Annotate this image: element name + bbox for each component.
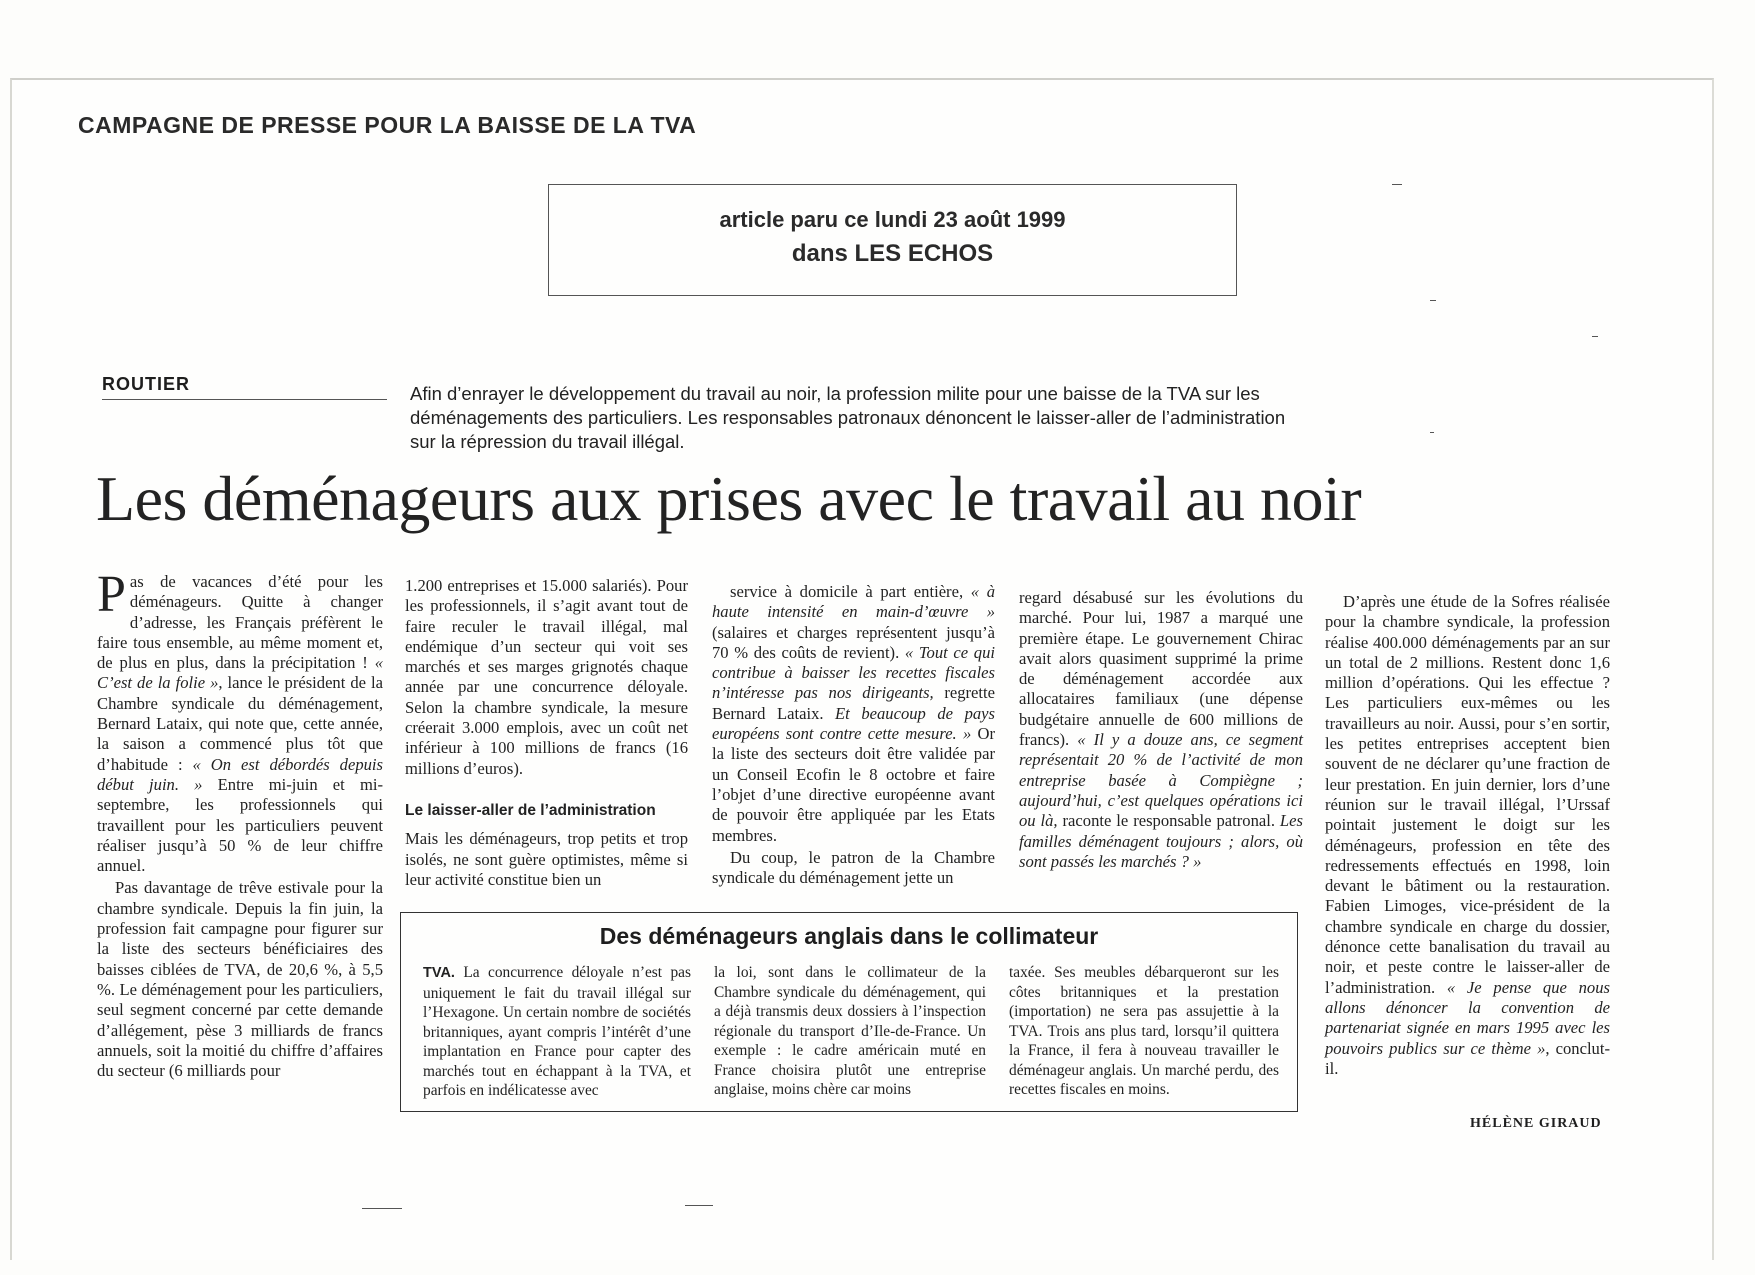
scan-speck bbox=[1392, 184, 1402, 185]
sidebar-column-3: taxée. Ses meubles débarqueront sur les côtes britanniques et la prestation (importation) ne sera pas assujettie à la TVA. Trois ans plus tard, lorsqu’il quittera la France, il fera à nouveau travailler le déménageur anglais. Un marché perdu, des recettes fiscales en moins. bbox=[1009, 964, 1279, 1098]
sidebar-title: Des déménageurs anglais dans le collimateur bbox=[599, 923, 1099, 949]
article-column-1 bbox=[97, 566, 383, 1083]
campaign-title: CAMPAGNE DE PRESSE POUR LA BAISSE DE LA TVA bbox=[78, 112, 697, 138]
scan-speck bbox=[1430, 432, 1434, 433]
sidebar-lead: TVA. bbox=[423, 965, 455, 981]
sidebar-column-2: la loi, sont dans le collimateur de la Chambre syndicale du déménagement, qui a déjà transmis deux dossiers à l’inspection régionale du transport d’Ile-de-France. Un exemple : le cadre américain muté en France choisira plutôt une entreprise anglaise, moins chère car moins bbox=[714, 964, 986, 1098]
publication-date: article paru ce lundi 23 août 1999 bbox=[719, 207, 1066, 232]
scan-speck bbox=[685, 1205, 713, 1206]
drop-cap: P bbox=[97, 566, 126, 623]
publication-source: dans LES ECHOS bbox=[791, 240, 994, 267]
article-subhead: Le laisser-aller de l’administration bbox=[405, 801, 656, 819]
article-column-5 bbox=[1325, 592, 1610, 1081]
article-column-3 bbox=[712, 582, 995, 890]
paragraph: Pas davantage de trêve estivale pour la chambre syndicale. Depuis la fin juin, la profession fait campagne pour figurer sur la liste des secteurs bénéficiaires des baisses ciblées de TVA, de 20,6 %, à 5,5 %. Le déménagement pour les particuliers, seul segment concerné par cette demande d’allégement, pèse 3 milliards de francs annuels, soit la moitié du chiffre d’affaires du secteur (6 milliards pour bbox=[97, 878, 383, 1081]
sidebar-box bbox=[400, 912, 1298, 1112]
scan-speck bbox=[1592, 336, 1598, 337]
paragraph: Mais les déménageurs, trop petits et trop isolés, ne sont guère optimistes, même si leur activité constitue bien un bbox=[405, 829, 688, 889]
paragraph: regard désabusé sur les évolutions du marché. Pour lui, 1987 a marqué une première étape. Le gouvernement Chirac avait alors quasiment supprimé la prime de déménagement accordée aux allocataires familiaux (une dépense budgétaire annuelle de 600 millions de francs). « Il y a douze ans, ce segment représentait 20 % de l’activité de mon entreprise basée à Compiègne ; aujourd’hui, c’est quelques opérations ici ou là, raconte le responsable patronal. Les familles déménagent toujours ; alors, où sont passés les marchés ? » bbox=[1019, 588, 1303, 871]
article-headline: Les déménageurs aux prises avec le travail au noir bbox=[96, 463, 1362, 534]
article-column-2 bbox=[405, 576, 688, 892]
scan-speck bbox=[362, 1208, 402, 1209]
paragraph: Du coup, le patron de la Chambre syndicale du déménagement jette un bbox=[712, 847, 995, 888]
paragraph: service à domicile à part entière, « à haute intensité en main-d’œuvre » (salaires et charges représentent jusqu’à 70 % des coûts de revient). « Tout ce qui contribue à baisser les recettes fiscales n’intéresse pas nos dirigeants, regrette Bernard Lataix. Et beaucoup de pays européens sont contre cette mesure. » Or la liste des secteurs doit être validée par un Conseil Ecofin le 8 octobre et faire l’objet d’une directive européenne avant de pouvoir être appliquée par les Etats membres. bbox=[712, 582, 995, 845]
sidebar-column-1: TVA. La concurrence déloyale n’est pas uniquement le fait du travail illégal sur l’Hexagone. Un certain nombre de sociétés britanniques, ayant compris l’intérêt d’une implantation en France pour capter des marchés tout en échappant à la TVA, et parfois en indélicatesse avec bbox=[423, 964, 691, 1099]
author-signature: HÉLÈNE GIRAUD bbox=[1470, 1116, 1602, 1131]
scan-speck bbox=[1430, 300, 1436, 301]
publication-info-box bbox=[548, 184, 1237, 296]
section-kicker: ROUTIER bbox=[102, 374, 387, 400]
paragraph: 1.200 entreprises et 15.000 salariés). Pour les professionnels, il s’agit avant tout de faire reculer le travail illégal, mal endémique d’un secteur qui voit ses marchés et ses marges grignotés chaque année par une concurrence déloyale. Selon la chambre syndicale, la mesure créerait 3.000 emplois, avec un coût net inférieur à 100 millions de francs (16 millions d’euros). bbox=[405, 576, 688, 778]
paragraph: Pas de vacances d’été pour les déménageurs. Quitte à changer d’adresse, les Français préfèrent le faire tous ensemble, au même moment et, de plus en plus, dans la précipitation ! « C’est de la folie », lance le président de la Chambre syndicale du déménagement, Bernard Lataix, qui note que, cette année, la saison a commencé plus tôt que d’habitude : « On est débordés depuis début juin. » Entre mi-juin et mi-septembre, les professionnels qui travaillent pour les particuliers peuvent réaliser jusqu’à 50 % de leur chiffre annuel. bbox=[97, 566, 383, 876]
article-standfirst: Afin d’enrayer le développement du travail au noir, la profession milite pour une baisse de la TVA sur les déménagements des particuliers. Les responsables patronaux dénoncent le laisser-aller de l’administration sur la répression du travail illégal. bbox=[410, 383, 1286, 452]
article-column-4 bbox=[1019, 588, 1303, 874]
paragraph: D’après une étude de la Sofres réalisée pour la chambre syndicale, la profession réalise 400.000 déménagements par an sur un total de 2 millions. Restent donc 1,6 million d’opérations. Qui les effectue ? Les particuliers eux-mêmes ou les travailleurs au noir. Aussi, pour s’en sortir, les petites entreprises acceptent bien souvent de ne déclarer qu’une fraction de leur prestation. En juin dernier, lors d’une réunion sur le travail illégal, l’Urssaf pointait justement le doigt sur les déménageurs, profession en tête des redressements effectués en 1998, loin devant le bâtiment ou la restauration. Fabien Limoges, vice-président de la chambre syndicale en charge du dossier, dénonce cette banalisation du travail au noir, et peste contre le laisser-aller de l’administration. « Je pense que nous allons dénoncer la convention de partenariat signée en mars 1995 avec les pouvoirs publics sur ce thème », conclut-il. bbox=[1325, 592, 1610, 1078]
